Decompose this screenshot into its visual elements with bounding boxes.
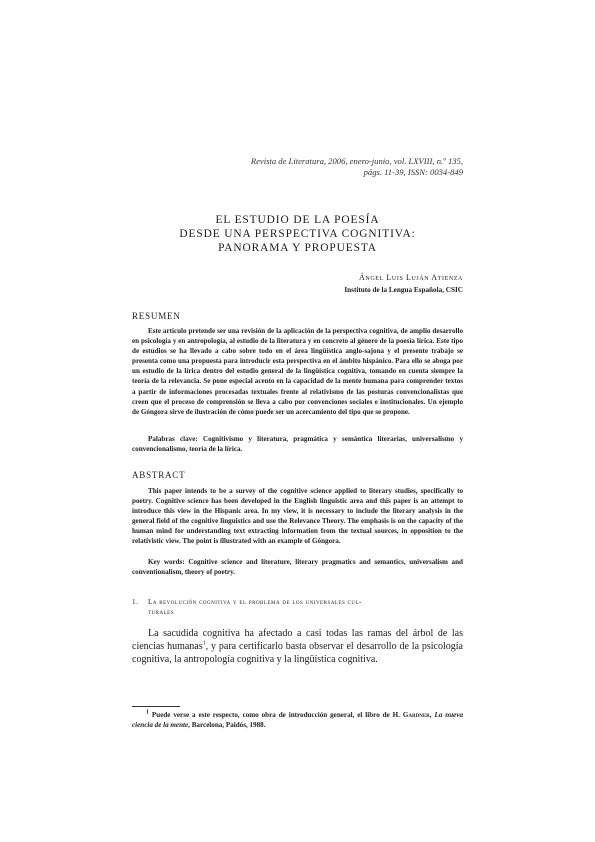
author-block [344, 272, 463, 296]
section-1-heading [132, 597, 463, 617]
resumen-text [132, 326, 463, 417]
resumen-heading: RESUMEN [132, 311, 181, 321]
body-text-end: , y para certificarlo basta observar el desarrollo de la psicología cognitiva, la antropología cognitiva y la lingüística cognitiva. [132, 641, 463, 666]
footnote-1 [132, 710, 463, 730]
abstract-heading: ABSTRACT [132, 470, 186, 480]
article-title [0, 213, 595, 255]
title-line-1: EL ESTUDIO DE LA POESÍA [215, 214, 380, 226]
resumen-paragraph: Este artículo pretende ser una revisión de la aplicación de la perspectiva cognitiva, de amplio desarrollo en psicología y en antropología, al estudio de la literatura y en concreto al género de la poesía lírica. Este tipo de estudios se ha llevado a cabo sobre todo en el área lingüística anglo-sajona y el presente trabajo se presenta como una propuesta para introducir esta perspectiva en el ámbito hispánico. Para ello se aboga por un estudio de la lírica dentro del estudio general de la lingüística cognitiva, tomando en cuenta siempre la teoría de la relevancia. Se pone especial acento en la capacidad de la mente humana para comprender textos a partir de informaciones procesadas textuales frente al relativismo de las posturas convencionalistas que creen que el proceso de comprensión se lleva a cabo por convenciones sociales e institucionales. Un ejemplo de Góngora sirve de ilustración de cómo puede ser un acercamiento del tipo que se propone. [132, 327, 463, 416]
footnote-book-title: La nueva ciencia de la mente [132, 711, 464, 729]
author-affiliation: Instituto de la Lengua Española, CSIC [344, 286, 463, 294]
body-text-start: La sacudida cognitiva ha afectado a casi todas las ramas del árbol de las ciencias humanas [132, 628, 463, 653]
footnote-divider [132, 706, 180, 707]
title-line-3: PANORAMA Y PROPUESTA [218, 242, 377, 254]
resumen-keywords: Palabras clave: Cognitivismo y literatura, pragmática y semántica literarias, universalismo y convencionalismo, teoría de la lírica. [132, 435, 463, 454]
section-1-number: 1. [132, 598, 139, 606]
footnote-reference[interactable]: 1 [202, 640, 206, 647]
author-name: Ángel Luis Luján Atienza [359, 273, 463, 282]
section-1-body [132, 627, 463, 667]
journal-citation [251, 156, 463, 178]
footnote-text-end: , Barcelona, Paidós, 1988. [188, 721, 266, 729]
citation-line-1: Revista de Literatura, 2006, enero-junio, vol. LXVIII, n.º 135, [250, 156, 463, 166]
section-1-heading-line-2: turales [148, 608, 174, 616]
abstract-keywords: Key words: Cognitive science and literature, literary pragmatics and semantics, universalism and conventionalism, theory of poetry. [132, 558, 463, 577]
abstract-paragraph: This paper intends to be a survey of the cognitive science applied to literary studies, specifically to poetry. Cognitive science has been developed in the English linguistic area and this paper is an attempt to introduce this view in the Hispanic area. In my view, it is necessary to include the literary analysis in the general field of the cognitive linguistics and use the Relevance Theory. The emphasis is on the capacity of the human mind for understanding text extracting information from the textual sources, in opposition to the relativistic view. The point is illustrated with an example of Góngora. [132, 487, 463, 546]
footnote-author: Gardner [402, 711, 430, 719]
footnote-text-mid: , [429, 711, 435, 719]
footnote-number: 1 [146, 709, 149, 716]
abstract-text [132, 486, 463, 547]
title-line-2: DESDE UNA PERSPECTIVA COGNITIVA: [179, 228, 416, 240]
citation-line-2: págs. 11-39, ISSN: 0034-849 [363, 167, 463, 177]
footnote-text-start: Puede verse a este respecto, como obra de introducción general, el libro de H. [151, 711, 403, 719]
section-1-heading-line-1: La revolución cognitiva y el problema de los universales cul- [148, 598, 362, 606]
